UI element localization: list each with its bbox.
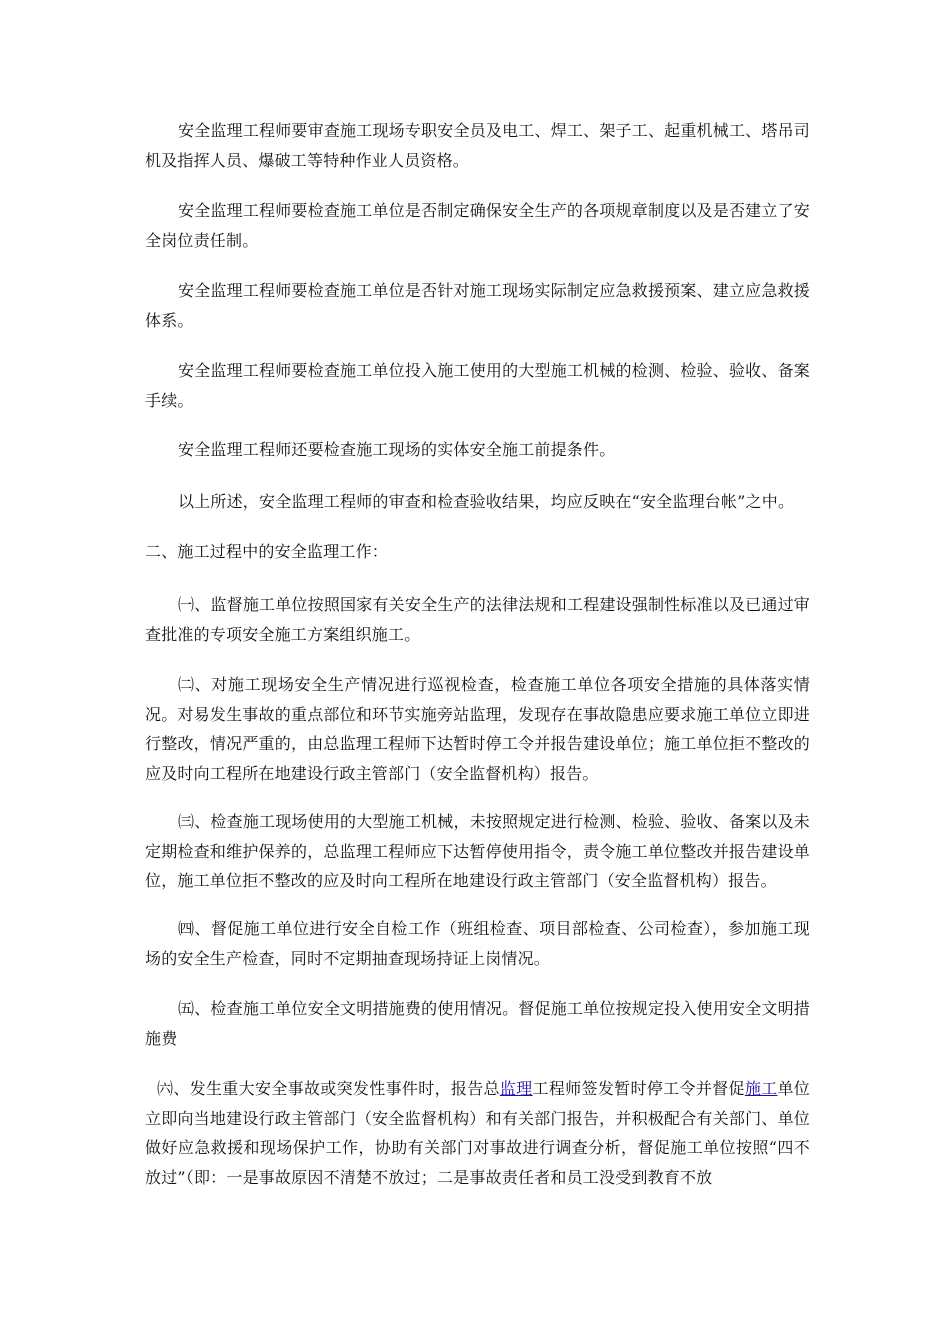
item-6-text-b: 工程师签发暂时停工令并督促	[532, 1079, 745, 1098]
paragraph-4: 安全监理工程师要检查施工单位投入施工使用的大型施工机械的检测、检验、验收、备案手续。	[145, 361, 810, 410]
paragraph-3: 安全监理工程师要检查施工单位是否针对施工现场实际制定应急救援预案、建立应急救援体系。	[145, 281, 810, 330]
link-construction[interactable]: 施工	[744, 1079, 778, 1098]
link-supervision[interactable]: 监理	[499, 1079, 533, 1098]
paragraph-6: 以上所述，安全监理工程师的审查和检查验收结果，均应反映在“安全监理台帐”之中。	[178, 492, 795, 511]
paragraph-5: 安全监理工程师还要检查施工现场的实体安全施工前提条件。	[178, 440, 616, 459]
item-4: ㈣、督促施工单位进行安全自检工作（班组检查、项目部检查、公司检查），参加施工现场的安全生产检查，同时不定期抽查现场持证上岗情况。	[145, 919, 810, 968]
item-6-text-c: 单位立即向当地建设行政主管部门（安全监督机构）和有关部门报告，并积极配合有关部门、单位做好应急救援和现场保护工作，协助有关部门对事故进行调查分析，督促施工单位按照“四不放过”（即：一是事故原因不清楚不放过；二是事故责任者和员工没受到教育不放	[145, 1079, 810, 1187]
item-5: ㈤、检查施工单位安全文明措施费的使用情况。督促施工单位按规定投入使用安全文明措施费	[145, 999, 810, 1048]
section-heading: 二、施工过程中的安全监理工作：	[145, 542, 389, 561]
item-1: ㈠、监督施工单位按照国家有关安全生产的法律法规和工程建设强制性标准以及已通过审查批准的专项安全施工方案组织施工。	[145, 595, 810, 644]
paragraph-2: 安全监理工程师要检查施工单位是否制定确保安全生产的各项规章制度以及是否建立了安全岗位责任制。	[145, 201, 810, 250]
item-6-text-a: ㈥、发生重大安全事故或突发性事件时，报告总	[157, 1079, 500, 1098]
paragraph-1: 安全监理工程师要审查施工现场专职安全员及电工、焊工、架子工、起重机械工、塔吊司机及指挥人员、爆破工等特种作业人员资格。	[145, 121, 810, 170]
item-2: ㈡、对施工现场安全生产情况进行巡视检查，检查施工单位各项安全措施的具体落实情况。对易发生事故的重点部位和环节实施旁站监理，发现存在事故隐患应要求施工单位立即进行整改，情况严重的，由总监理工程师下达暂时停工令并报告建设单位；施工单位拒不整改的应及时向工程所在地建设行政主管部门（安全监督机构）报告。	[145, 675, 810, 783]
item-6	[145, 1074, 810, 1192]
item-3: ㈢、检查施工现场使用的大型施工机械，未按照规定进行检测、检验、验收、备案以及未定期检查和维护保养的，总监理工程师应下达暂停使用指令，责令施工单位整改并报告建设单位，施工单位拒不整改的应及时向工程所在地建设行政主管部门（安全监督机构）报告。	[145, 812, 810, 890]
